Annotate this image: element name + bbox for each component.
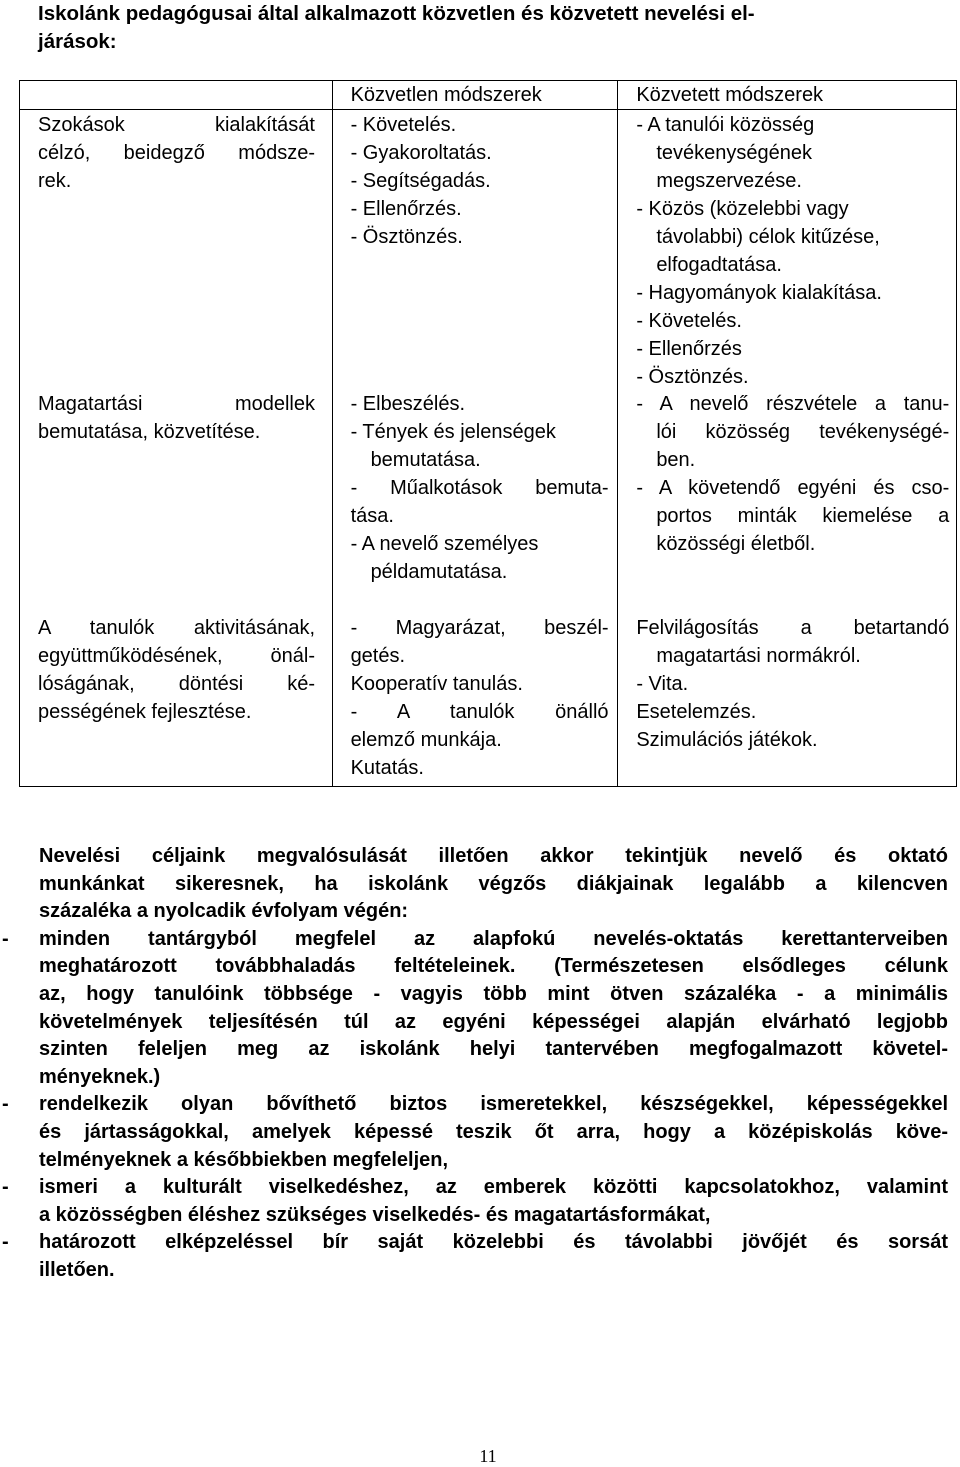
- cell-line: példamutatása.: [370, 561, 508, 583]
- cell-line: célzó, beidegző módsze-: [38, 142, 315, 164]
- cell-c3-row-1: [636, 111, 949, 391]
- cell-line: Szimulációs játékok.: [636, 729, 818, 751]
- cell-line: távolabbi) célok kitűzése,: [656, 226, 880, 248]
- header-empty: [20, 81, 333, 110]
- cell-line: - Segítségadás.: [350, 170, 491, 192]
- cell-line: - A tanulói közösség: [636, 114, 815, 136]
- cell-line: - Hagyományok kialakítása.: [636, 282, 882, 304]
- text-line: meghatározott továbbhaladás feltételeinek. (Természetesen elsődleges célunk: [39, 955, 948, 978]
- goal-item: [39, 1091, 948, 1174]
- cell-c1-row-2: [38, 390, 315, 446]
- page-title: [38, 0, 948, 56]
- goal-item: [39, 1174, 948, 1229]
- cell-c2-row-3: [351, 614, 609, 782]
- cell-line: - Ellenőrzés.: [350, 198, 462, 220]
- direct-methods-column: [332, 110, 618, 787]
- aims-column: [20, 110, 333, 787]
- cell-line: Esetelemzés.: [636, 701, 757, 723]
- cell-line: lóságának, döntési ké-: [38, 673, 315, 695]
- cell-line: Kutatás.: [350, 757, 424, 779]
- cell-line: - Gyakoroltatás.: [350, 142, 492, 164]
- cell-line: - Ösztönzés.: [636, 366, 749, 388]
- table-body-row: [20, 110, 957, 787]
- text-line: ismeri a kulturált viselkedéshez, az emberek közötti kapcsolatokhoz, valamint: [39, 1176, 948, 1199]
- cell-c3-row-2: [636, 390, 949, 558]
- text-line: követelmények teljesítésén túl az egyéni képességei alapján elvárható legjobb: [39, 1010, 948, 1033]
- cell-line: ben.: [656, 449, 696, 471]
- title-line-1: Iskolánk pedagógusai által alkalmazott közvetlen és közvetett nevelési el-: [38, 2, 755, 25]
- header-direct-methods: Közvetlen módszerek: [332, 81, 618, 110]
- bullet-dash: -: [2, 927, 9, 950]
- cell-line: elfogadtatása.: [656, 254, 782, 276]
- cell-line: portos minták kiemelése a: [656, 505, 950, 527]
- text-line: százaléka a nyolcadik évfolyam végén:: [39, 900, 409, 923]
- goal-item: [39, 926, 948, 1092]
- cell-line: - Ellenőrzés: [636, 338, 742, 360]
- table-header-row: [20, 81, 957, 110]
- header-indirect-methods: Közvetett módszerek: [618, 81, 957, 110]
- cell-line: közösségi életből.: [656, 533, 816, 555]
- cell-line: Kooperatív tanulás.: [350, 673, 523, 695]
- cell-line: - Magyarázat, beszél-: [350, 617, 609, 639]
- cell-line: Szokások kialakítását: [38, 114, 315, 136]
- goal-item: [39, 1229, 948, 1284]
- text-line: a közösségben éléshez szükséges viselkedés- és magatartásformákat,: [39, 1203, 711, 1226]
- page-number: 11: [479, 1446, 497, 1466]
- cell-line: tevékenységének: [656, 142, 812, 164]
- cell-c2-row-1: [351, 111, 609, 251]
- cell-line: bemutatása, közvetítése.: [38, 421, 261, 443]
- cell-line: tása.: [350, 505, 394, 527]
- cell-line: - Ösztönzés.: [350, 226, 463, 248]
- text-line: és jártasságokkal, amelyek képessé teszik őt arra, hogy a középiskolás köve-: [39, 1120, 948, 1143]
- cell-line: getés.: [350, 645, 406, 667]
- cell-line: - Vita.: [636, 673, 689, 695]
- cell-line: együttműködésének, önál-: [38, 645, 315, 667]
- bullet-dash: -: [2, 1093, 9, 1116]
- cell-line: Magatartási modellek: [38, 393, 315, 415]
- bullet-dash: -: [2, 1231, 9, 1254]
- methods-table: [19, 80, 957, 787]
- title-line-2: járások:: [38, 30, 117, 53]
- text-line: munkánkat sikeresnek, ha iskolánk végzős diákjainak legalább a kilencven: [39, 872, 948, 895]
- indirect-methods-column: [618, 110, 957, 787]
- text-line: minden tantárgyból megfelel az alapfokú nevelés-oktatás kerettanterveiben: [39, 927, 948, 950]
- text-line: szinten feleljen meg az iskolánk helyi tantervében megfogalmazott követel-: [39, 1038, 948, 1061]
- cell-c1-row-1: [38, 111, 315, 195]
- text-line: határozott elképzeléssel bír saját közelebbi és távolabbi jövőjét és sorsát: [39, 1231, 948, 1254]
- cell-line: - A követendő egyéni és cso-: [636, 477, 950, 499]
- text-line: telményeknek a későbbiekben megfeleljen,: [39, 1148, 449, 1171]
- cell-c2-row-2: [351, 390, 609, 586]
- cell-line: - Elbeszélés.: [350, 393, 466, 415]
- goals-intro: [39, 843, 948, 926]
- text-line: ményeknek.): [39, 1065, 161, 1088]
- cell-c1-row-3: [38, 614, 315, 726]
- cell-line: - Tények és jelenségek: [350, 421, 556, 443]
- cell-line: - Közös (közelebbi vagy: [636, 198, 849, 220]
- cell-line: - A nevelő részvétele a tanu-: [636, 393, 950, 415]
- cell-line: magatartási normákról.: [656, 645, 861, 667]
- cell-line: elemző munkája.: [350, 729, 502, 751]
- text-line: Nevelési céljaink megvalósulását illetően akkor tekintjük nevelő és oktató: [39, 845, 948, 867]
- cell-line: Felvilágosítás a betartandó: [636, 617, 950, 639]
- bullet-dash: -: [2, 1176, 9, 1199]
- cell-line: - A nevelő személyes: [350, 533, 539, 555]
- cell-line: - Követelés.: [636, 310, 742, 332]
- cell-c3-row-3: [636, 614, 949, 754]
- cell-line: lói közösség tevékenységé-: [656, 421, 950, 443]
- text-line: illetően.: [39, 1258, 115, 1281]
- cell-line: A tanulók aktivitásának,: [38, 617, 315, 639]
- cell-line: pességének fejlesztése.: [38, 701, 252, 723]
- cell-line: megszervezése.: [656, 170, 802, 192]
- cell-line: rek.: [38, 170, 72, 192]
- text-line: az, hogy tanulóink többsége - vagyis több mint ötven százaléka - a minimális: [39, 982, 948, 1005]
- text-line: rendelkezik olyan bővíthető biztos ismeretekkel, készségekkel, képességekkel: [39, 1093, 948, 1116]
- cell-line: bemutatása.: [370, 449, 481, 471]
- cell-line: - A tanulók önálló: [350, 701, 609, 723]
- cell-line: - Műalkotások bemuta-: [350, 477, 609, 499]
- cell-line: - Követelés.: [350, 114, 457, 136]
